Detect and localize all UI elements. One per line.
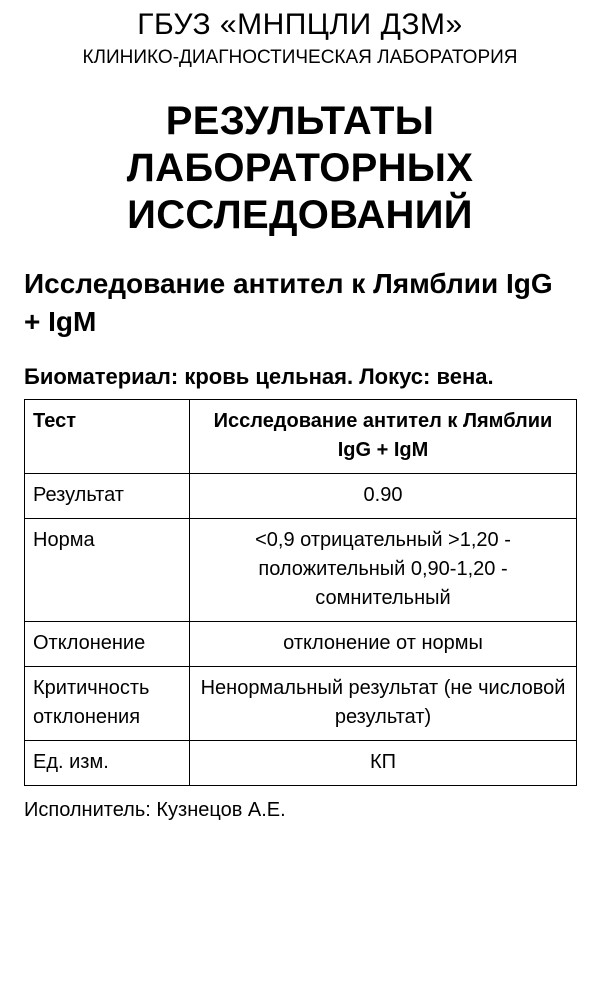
row-value-criticality: Ненормальный результат (не числовой результат) [190, 667, 577, 741]
table-row [25, 667, 577, 741]
row-value-deviation: отклонение от нормы [190, 622, 577, 667]
organization-name: ГБУЗ «МНПЦЛИ ДЗМ» [137, 8, 463, 41]
table-header-label: Тест [25, 400, 190, 474]
biomaterial-line: Биоматериал: кровь цельная. Локус: вена. [24, 364, 494, 389]
table-row [25, 741, 577, 786]
table-row [25, 622, 577, 667]
row-label-criticality: Критичность отклонения [25, 667, 190, 741]
laboratory-name: КЛИНИКО-ДИАГНОСТИЧЕСКАЯ ЛАБОРАТОРИЯ [82, 47, 518, 68]
row-value-unit: КП [190, 741, 577, 786]
row-label-deviation: Отклонение [25, 622, 190, 667]
row-label-unit: Ед. изм. [25, 741, 190, 786]
row-value-norm: <0,9 отрицательный >1,20 - положительный 0,90-1,20 - сомнительный [190, 519, 577, 622]
table-header-row [25, 400, 577, 474]
executor-line: Исполнитель: Кузнецов А.Е. [24, 799, 286, 821]
row-label-norm: Норма [25, 519, 190, 622]
table-row [25, 519, 577, 622]
results-table [24, 399, 577, 786]
row-value-result: 0.90 [190, 474, 577, 519]
row-label-result: Результат [25, 474, 190, 519]
table-row [25, 474, 577, 519]
study-title: Исследование антител к Лямблии IgG + IgM [24, 268, 553, 337]
table-header-value: Исследование антител к Лямблии IgG + IgM [190, 400, 577, 474]
document-title: РЕЗУЛЬТАТЫ ЛАБОРАТОРНЫХ ИССЛЕДОВАНИЙ [126, 99, 474, 237]
